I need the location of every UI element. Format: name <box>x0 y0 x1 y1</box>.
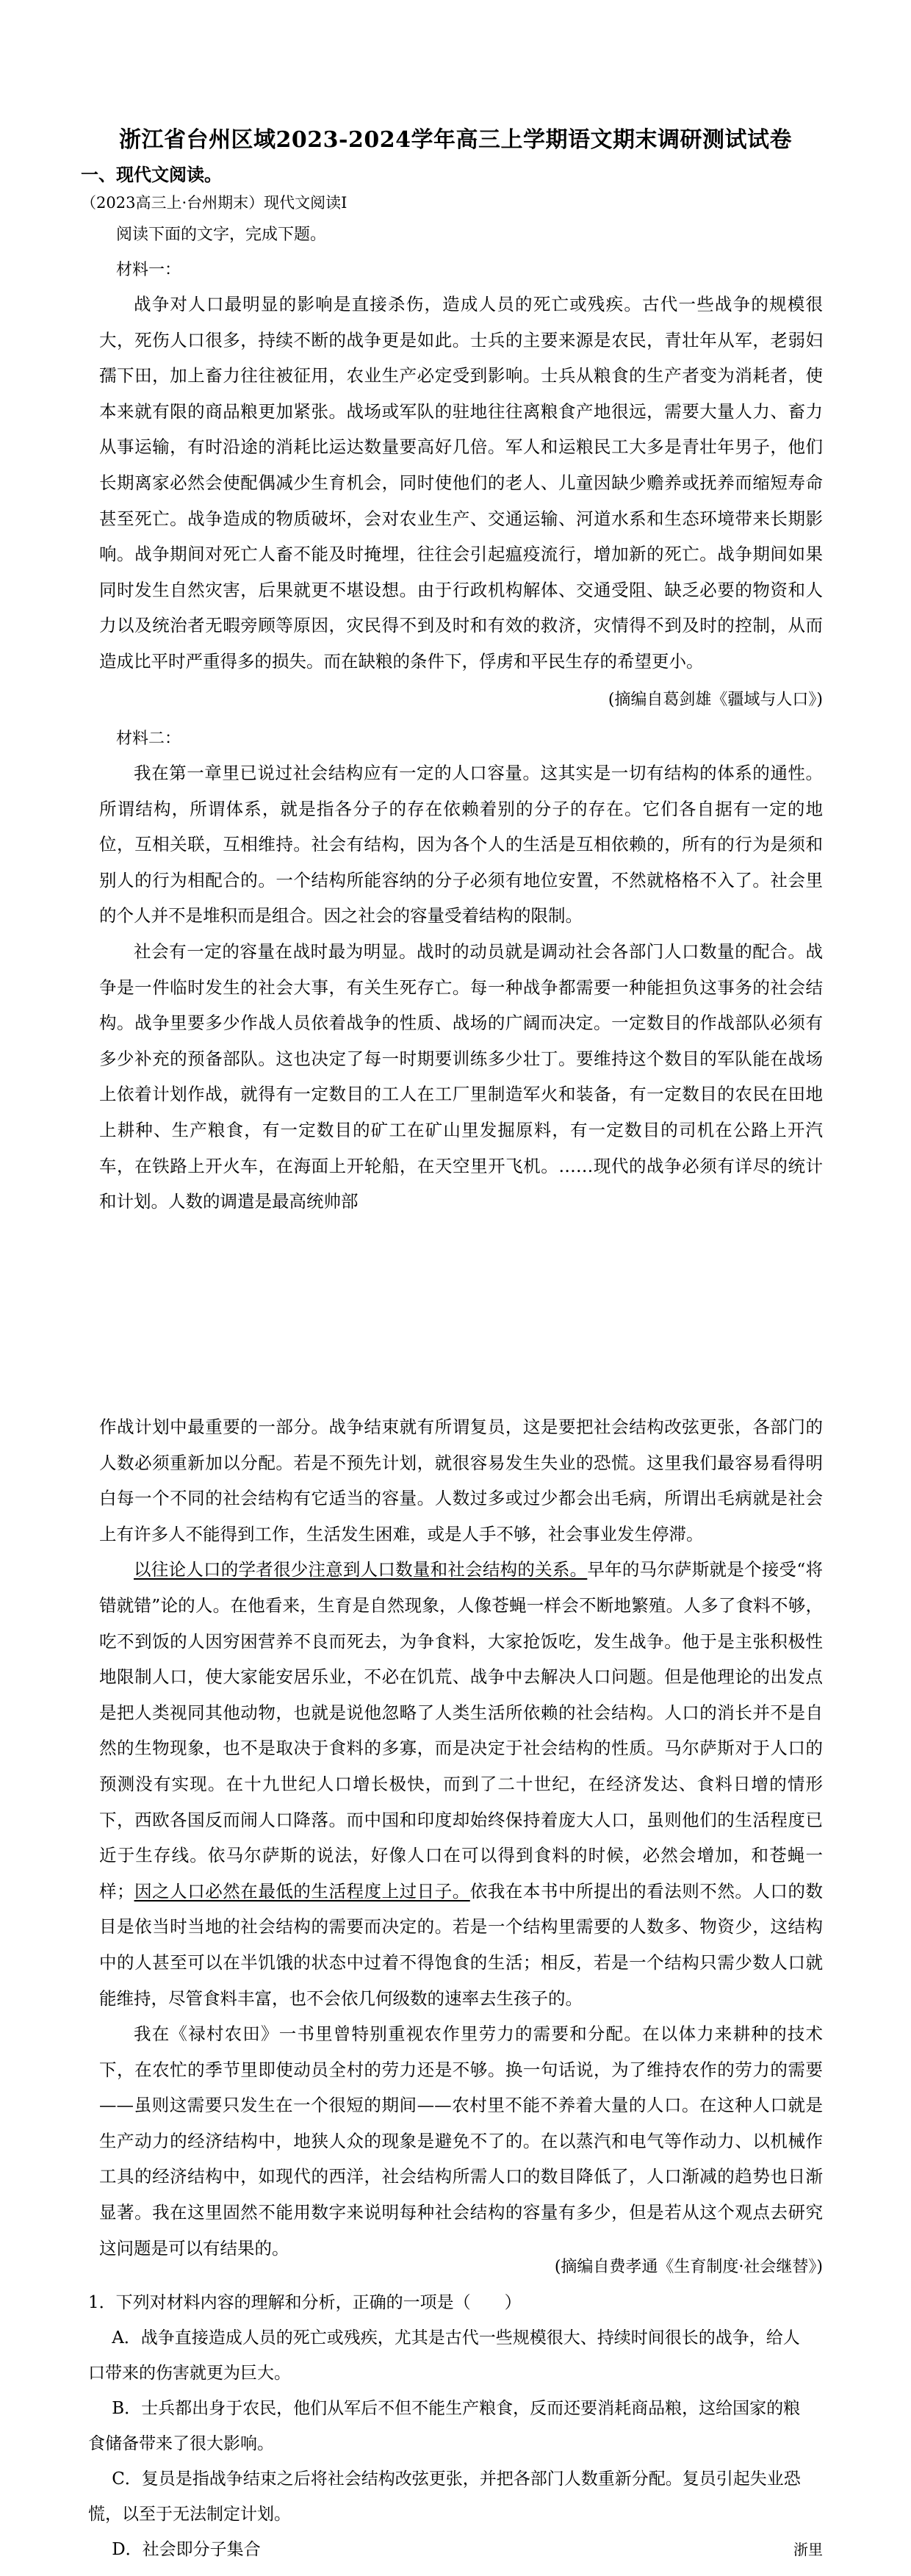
material2-paragraph-1: 我在第一章里已说过社会结构应有一定的人口容量。这其实是一切有结构的体系的通性。所谓结构，所谓体系，就是指各分子的存在依赖着别的分子的存在。它们各自据有一定的地位，互相关联，互相维持。社会有结构，因为各个人的生活是互相依赖的，所有的行为是须和别人的行为相配合的。一个结构所能容纳的分子必须有地位安置，不然就格格不入了。社会里的个人并不是堆积而是组合。因之社会的容量受着结构的限制。 <box>99 763 823 927</box>
material2-paragraph-2a: 社会有一定的容量在战时最为明显。战时的动员就是调动社会各部门人口数量的配合。战争是一件临时发生的社会大事，有关生死存亡。每一种战争都需要一种能担负这事务的社会结构。战争里要多少作战人员依着战争的性质、战场的广阔而决定。一定数目的作战部队必须有多少补充的预备部队。这也决定了每一时期要训练多少壮丁。要维持这个数目的军队能在战场上依着计划作战，就得有一定数目的工人在工厂里制造军火和装备，有一定数目的农民在田地上耕种、生产粮食，有一定数目的矿工在矿山里发掘原料，有一定数目的司机在公路上开汽车，在铁路上开火车，在海面上开轮船，在天空里开飞机。……现代的战争必须有详尽的统计和计划。人数的调遣是最高统帅部 <box>99 940 823 1212</box>
material2-paragraph-2b: 作战计划中最重要的一部分。战争结束就有所谓复员，这是要把社会结构改弦更张，各部门的人数必须重新加以分配。若是不预先计划，就很容易发生失业的恐慌。这里我们最容易看得明白每一个不同的社会结构有它适当的容量。人数过多或过少都会出毛病，所谓出毛病就是社会上有许多人不能得到工作，生活发生困难，或是人手不够，社会事业发生停滞。 <box>99 1417 823 1544</box>
material2-body-top <box>99 755 823 1220</box>
underlined-sentence-1: 以往论人口的学者很少注意到人口数量和社会结构的关系。 <box>134 1559 588 1580</box>
material1-attribution: (摘编自葛剑雄《疆域与人口》) <box>608 691 823 709</box>
underlined-sentence-2: 因之人口必然在最低的生活程度上过日子。 <box>134 1880 470 1902</box>
material2-paragraph-3 <box>99 1552 823 2016</box>
paragraph-3-text-2: 依我在本书中所提出的看法则不然。人口的数目是依当时当地的社会结构的需要而决定的。若是一个结构里需要的人数多、物资少，这结构中的人甚至可以在半饥饿的状态中过着不得饱食的生活；相反，若是一个结构只需少数人口就能维持，尽管食料丰富，也不会依几何级数的速率去生孩子的。 <box>99 1880 824 2009</box>
reading-instruction: 阅读下面的文字，完成下题。 <box>116 226 327 244</box>
material2-body-bottom <box>99 1409 823 2266</box>
paragraph-3-text-1: 早年的马尔萨斯就是个接受“将错就错”论的人。在他看来，生育是自然现象，人像苍蝇一样会不断地繁殖。人多了食料不够，吃不到饭的人因穷困营养不良而死去，为争食料，大家抢饭吃，发生战争。他于是主张积极性地限制人口，使大家能安居乐业，不必在饥荒、战争中去解决人口问题。但是他理论的出发点是把人类视同其他动物，也就是说他忽略了人类生活所依赖的社会结构。人口的消长并不是自然的生物现象，也不是取决于食料的多寡，而是决定于社会结构的性质。马尔萨斯对于人口的预测没有实现。在十九世纪人口增长极快，而到了二十世纪，在经济发达、食料日增的情形下，西欧各国反而闹人口降落。而中国和印度却始终保持着庞大人口，虽则他们的生活程度已近于生存线。依马尔萨斯的说法，好像人口在可以得到食料的时候，必然会增加，和苍蝇一样； <box>99 1559 824 1902</box>
material1-body <box>99 287 823 680</box>
option-c[interactable]: C．复员是指战争结束之后将社会结构改弦更张，并把各部门人数重新分配。复员引起失业恐慌，以至于无法制定计划。 <box>88 2469 801 2524</box>
section-heading: 一、现代文阅读。 <box>81 164 222 185</box>
material1-paragraph: 战争对人口最明显的影响是直接杀伤，造成人员的死亡或残疾。古代一些战争的规模很大，死伤人口很多，持续不断的战争更是如此。士兵的主要来源是农民，青壮年从军，老弱妇孺下田，加上畜力往往被征用，农业生产必定受到影响。士兵从粮食的生产者变为消耗者，使本来就有限的商品粮更加紧张。战场或军队的驻地往往离粮食产地很远，需要大量人力、畜力从事运输，有时沿途的消耗比运达数量要高好几倍。军人和运粮民工大多是青壮年男子，他们长期离家必然会使配偶减少生育机会，同时使他们的老人、儿童因缺少赡养或抚养而缩短寿命甚至死亡。战争造成的物质破坏，会对农业生产、交通运输、河道水系和生态环境带来长期影响。战争期间对死亡人畜不能及时掩埋，往往会引起瘟疫流行，增加新的死亡。战争期间如果同时发生自然灾害，后果就更不堪设想。由于行政机构解体、交通受阻、缺乏必要的物资和人力以及统治者无暇旁顾等原因，灾民得不到及时和有效的救济，灾情得不到及时的控制，从而造成比平时严重得多的损失。而在缺粮的条件下，俘虏和平民生存的希望更小。 <box>99 294 823 672</box>
material2-paragraph-4: 我在《禄村农田》一书里曾特别重视农作里劳力的需要和分配。在以体力来耕种的技术下，在农忙的季节里即使动员全村的劳力还是不够。换一句话说，为了维持农作的劳力的需要——虽则这需要只发生在一个很短的期间——农村里不能不养着大量的人口。在这种人口就是生产动力的经济结构中，地狭人众的现象是避免不了的。在以蒸汽和电气等作动力、以机械作工具的经济结构中，如现代的西洋，社会结构所需人口的数目降低了，人口渐减的趋势也日渐显著。我在这里固然不能用数字来说明每种社会结构的容量有多少，但是若从这个观点去研究这问题是可以有结果的。 <box>99 2023 823 2259</box>
material2-label: 材料二： <box>116 730 181 748</box>
question-1-stem: 1．下列对材料内容的理解和分析，正确的一项是（ ） <box>88 2293 522 2312</box>
question-1 <box>88 2285 815 2567</box>
material2-attribution: (摘编自费孝通《生育制度·社会继替》) <box>554 2258 823 2276</box>
option-b[interactable]: B．士兵都出身于农民，他们从军后不但不能生产粮食，反而还要消耗商品粮，这给国家的粮食储备带来了很大影响。 <box>88 2399 801 2453</box>
option-a[interactable]: A．战争直接造成人员的死亡或残疾，尤其是古代一些规模很大、持续时间很长的战争，给人口带来的伤害就更为巨大。 <box>88 2328 800 2383</box>
option-d[interactable]: D．社会即分子集合 <box>112 2540 261 2559</box>
source-tag: （2023高三上·台州期末）现代文阅读Ⅰ <box>81 194 348 212</box>
page-footer-mark: 浙里 <box>793 2541 823 2558</box>
exam-title: 浙江省台州区域2023-2024学年高三上学期语文期末调研测试试卷 <box>119 127 792 153</box>
material1-label: 材料一： <box>116 261 181 279</box>
